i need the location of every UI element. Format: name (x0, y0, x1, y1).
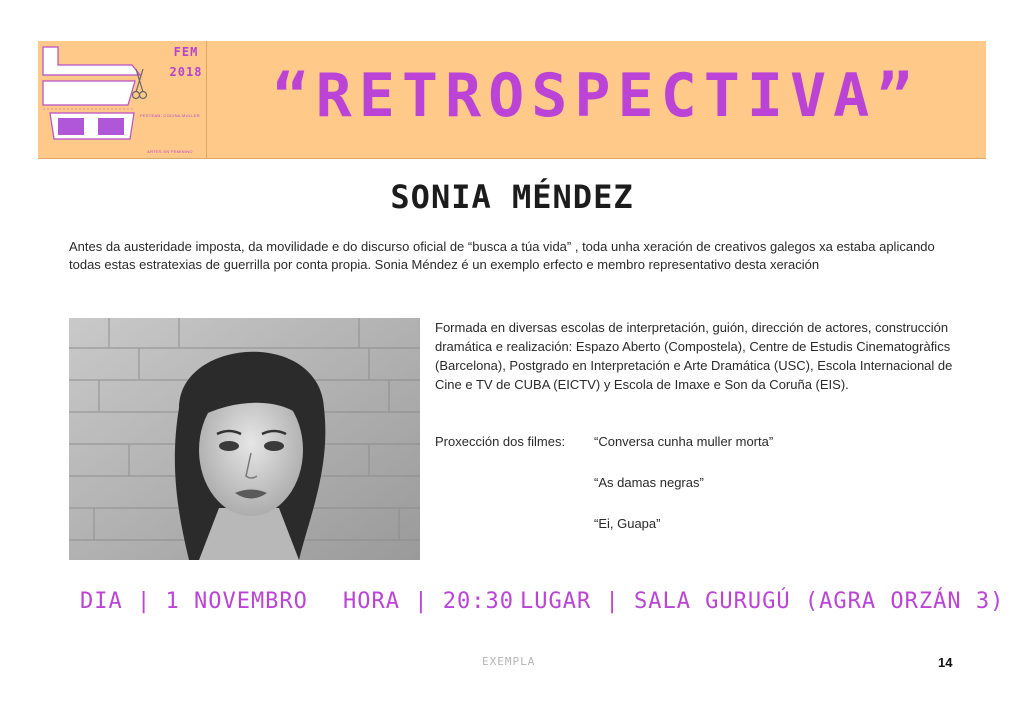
bio-paragraph: Formada en diversas escolas de interpretación, guión, dirección de actores, construcción dramática e realización: Espazo Aberto (Compostela), Centre de Estudis Cinematogràfics (Barcelona), Postgrado en Interpretación e Arte Dramática (USC), Escola Internacional de Cine e TV de CUBA (EICTV) y Escola de Imaxe e Son da Coruña (EIS). (435, 320, 953, 392)
film-title: “Conversa cunha muller morta” (594, 434, 774, 449)
page-title: “RETROSPECTIVA” (272, 61, 920, 131)
event-date: DIA | 1 NOVEMBRO (80, 589, 308, 614)
intro-paragraph: Antes da austeridade imposta, da movilidade e do discurso oficial de “busca a túa vida” , toda unha xeración de creativos galegos xa estaba aplicando todas estas estratexias de guerrilla por conta propia. Sonia Méndez é un exemplo erfecto e membro representativo desta xeración (69, 239, 935, 272)
logo-year-label: 2018 (169, 65, 203, 79)
footer-watermark: EXEMPLA (482, 655, 536, 668)
artist-name: SONIA MÉNDEZ (390, 178, 634, 216)
logo-fem-label: FEM (173, 45, 199, 59)
festival-logo (38, 41, 207, 158)
film-title: “Ei, Guapa” (594, 516, 661, 531)
portrait-photo (69, 318, 420, 560)
event-place: LUGAR | SALA GURUGÚ (AGRA ORZÁN 3) (520, 589, 1005, 614)
logo-subtitle: FESTEAN, COCINA MULLER (140, 113, 200, 118)
logo-tagline: ARTES EN FEMININO (147, 149, 193, 154)
page-number: 14 (938, 655, 953, 670)
film-title: “As damas negras” (594, 475, 704, 490)
event-time: HORA | 20:30 (343, 589, 514, 614)
film-strip-logo-icon (40, 43, 170, 155)
header-banner (38, 41, 986, 159)
projection-label: Proxección dos filmes: (435, 434, 566, 449)
